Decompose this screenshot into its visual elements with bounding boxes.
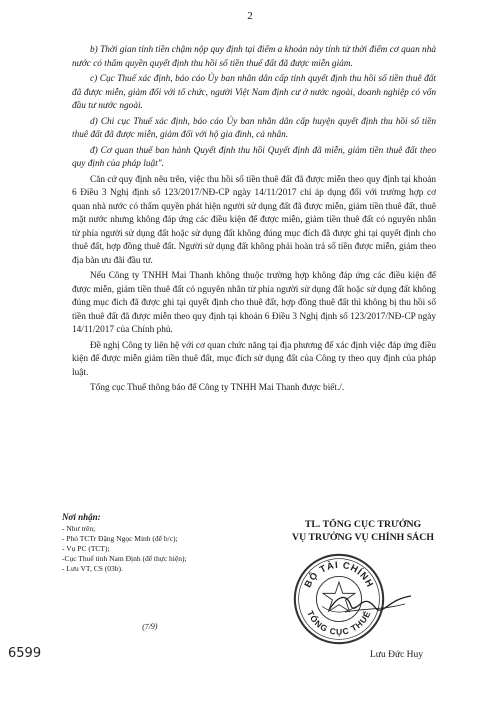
page-number: 2 bbox=[247, 10, 253, 22]
seal-top-text: BỘ TÀI CHÍNH bbox=[301, 558, 377, 590]
paragraph-basis: Căn cứ quy định nêu trên, việc thu hồi số tiền thuê đất đã được miễn theo quy định tại khoản 6 Điều 3 Nghị định số 123/2017/NĐ-CP ngày 14/11/2017 chỉ áp dụng đối với trường hợp cơ quan nhà nước có thẩm quyền phát hiện người sử dụng đất đã được miễn, giảm tiền thuê đất, thuê mặt nước nhưng không đáp ứng các điều kiện để được miễn, giảm tiền thuê đất có nguyên nhân từ phía người sử dụng đất hoặc sử dụng đất không đúng mục đích đã được ghi tại quyết định cho thuê đất, hợp đồng thuê đất. Người sử dụng đất không phải hoàn trả số tiền được miễn, giảm theo địa bàn ưu đãi đầu tư. bbox=[72, 174, 436, 266]
signature-title-line1: TL. TỔNG CỤC TRƯỞNG bbox=[304, 519, 422, 530]
paragraph-b: b) Thời gian tính tiền chậm nộp quy định tại điểm a khoản này tính từ thời điểm cơ quan nhà nước có thẩm quyền quyết định thu hồi số tiền thuế đất đã được miễn giảm. bbox=[72, 45, 436, 69]
paragraph-closing: Tổng cục Thuế thông báo để Công ty TNHH Mai Thanh được biết./. bbox=[90, 383, 345, 393]
signature-block bbox=[268, 518, 458, 544]
paragraph-dd: đ) Cơ quan thuế ban hành Quyết định thu hồi Quyết định đã miễn, giảm tiền thuê đất theo quy định của pháp luật". bbox=[72, 145, 436, 169]
paragraph-c: c) Cục Thuế xác định, báo cáo Ủy ban nhân dân cấp tỉnh quyết định thu hồi số tiền thuê đất đã được miễn, giảm đối với tổ chức, người Việt Nam định cư ở nước ngoài, doanh nghiệp có vốn đầu tư nước ngoài. bbox=[72, 74, 436, 111]
recipient-line: - Lưu VT, CS (03b). bbox=[62, 564, 123, 573]
recipient-line: - Phó TCTr Đặng Ngọc Minh (để b/c); bbox=[62, 534, 178, 543]
recipient-line: -Cục Thuế tỉnh Nam Định (để thực hiện); bbox=[62, 554, 187, 563]
handwritten-document-number: 6599 bbox=[8, 646, 42, 661]
signature-title-line2: VỤ TRƯỞNG VỤ CHÍNH SÁCH bbox=[292, 532, 434, 543]
recipients-block bbox=[62, 512, 242, 574]
seal-bottom-text: TỔNG CỤC THUẾ bbox=[305, 608, 373, 637]
signer-name: Lưu Đức Huy bbox=[370, 650, 424, 660]
recipient-line: - Như trên; bbox=[62, 524, 96, 533]
handwritten-initials: (7/9) bbox=[141, 621, 158, 632]
paragraph-condition: Nếu Công ty TNHH Mai Thanh không thuộc trường hợp không đáp ứng các điều kiện để được miễn, giảm tiền thuê đất có nguyên nhân từ phía người sử dụng đất hoặc sử dụng đất không đúng mục đích đã được ghi tại quyết định cho thuê đất, hợp đồng thuê đất thì không bị thu hồi số tiền thuê đất đã được miễn theo quy định tại khoản 6 Điều 3 Nghị định số 123/2017/NĐ-CP ngày 14/11/2017 của Chính phủ. bbox=[72, 271, 436, 335]
recipients-title: Nơi nhận: bbox=[62, 512, 101, 522]
paragraph-request: Đề nghị Công ty liên hệ với cơ quan chức năng tại địa phương để xác định việc đáp ứng điều kiện để được miễn giảm tiền thuê đất, mục đích sử dụng đất của Công ty theo quy định của pháp luật. bbox=[72, 340, 436, 378]
document-body bbox=[72, 44, 436, 398]
paragraph-d: d) Chi cục Thuế xác định, báo cáo Ủy ban nhân dân cấp huyện quyết định thu hồi số tiền thuê đất đã được miễn, giảm đối với hộ gia đình, cá nhân. bbox=[72, 116, 436, 140]
recipient-line: - Vụ PC (TCT); bbox=[62, 544, 110, 553]
handwritten-signature-icon bbox=[325, 588, 415, 618]
